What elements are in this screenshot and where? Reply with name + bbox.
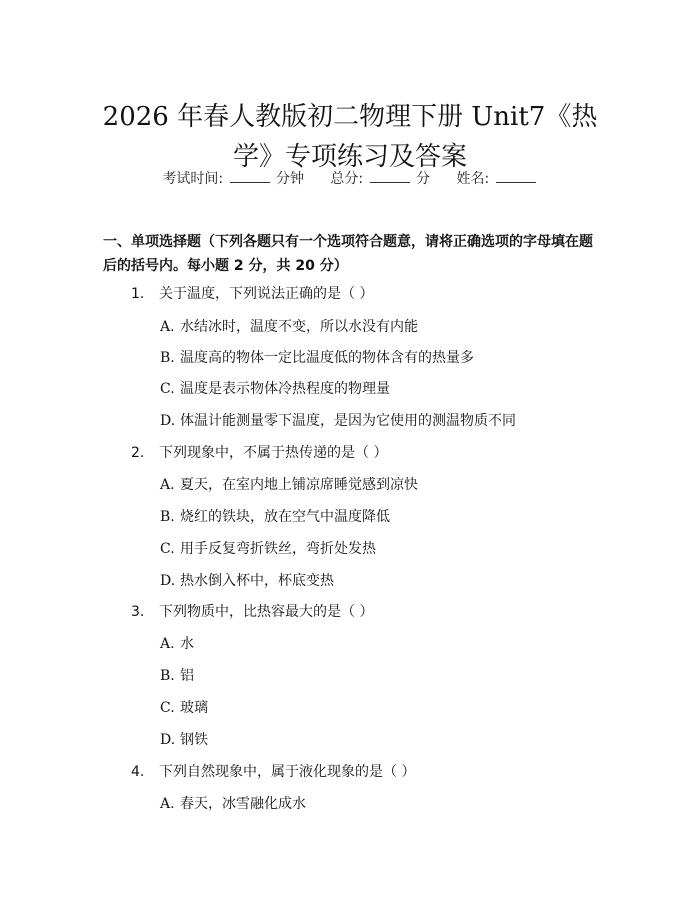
option-letter: C. bbox=[160, 700, 175, 716]
question-number: 3. bbox=[131, 604, 145, 620]
option-letter: D. bbox=[160, 732, 176, 748]
question-3-option-c bbox=[160, 697, 208, 717]
option-letter: D. bbox=[160, 413, 176, 429]
question-text: 关于温度，下列说法正确的是（ ） bbox=[159, 286, 374, 302]
question-2 bbox=[131, 442, 387, 462]
option-text: 热水倒入杯中，杯底变热 bbox=[180, 573, 334, 589]
option-letter: B. bbox=[160, 668, 175, 684]
page-title bbox=[90, 97, 610, 177]
total-score-label: 总分: bbox=[330, 171, 364, 187]
option-letter: C. bbox=[160, 381, 175, 397]
question-1 bbox=[131, 283, 373, 303]
question-3 bbox=[131, 601, 373, 621]
option-letter: A. bbox=[160, 636, 175, 652]
total-score-field bbox=[330, 168, 430, 188]
option-text: 夏天，在室内地上铺凉席睡觉感到凉快 bbox=[180, 477, 418, 493]
question-text: 下列现象中，不属于热传递的是（ ） bbox=[159, 445, 388, 461]
option-text: 体温计能测量零下温度，是因为它使用的测温物质不同 bbox=[180, 413, 516, 429]
option-letter: B. bbox=[160, 350, 175, 366]
option-letter: A. bbox=[160, 796, 175, 812]
question-2-option-d bbox=[160, 570, 334, 590]
option-letter: A. bbox=[160, 477, 175, 493]
exam-info-line bbox=[0, 168, 700, 188]
title-line-1: 2026 年春人教版初二物理下册 Unit7《热 bbox=[102, 102, 598, 133]
exam-time-blank bbox=[230, 170, 270, 183]
question-number: 2. bbox=[131, 445, 145, 461]
option-text: 水 bbox=[180, 636, 194, 652]
option-text: 烧红的铁块，放在空气中温度降低 bbox=[180, 509, 390, 525]
exam-time-field bbox=[162, 168, 304, 188]
option-text: 钢铁 bbox=[180, 732, 208, 748]
question-text: 下列物质中，比热容最大的是（ ） bbox=[159, 604, 374, 620]
question-1-option-b bbox=[160, 347, 474, 367]
exam-time-label: 考试时间: bbox=[162, 171, 224, 187]
name-label: 姓名: bbox=[456, 171, 490, 187]
option-letter: B. bbox=[160, 509, 175, 525]
name-field bbox=[456, 168, 537, 188]
section-1-heading: 一、单项选择题（下列各题只有一个选项符合题意，请将正确选项的字母填在题后的括号内。每小题 2 分，共 20 分） bbox=[103, 234, 593, 274]
question-2-option-b bbox=[160, 506, 390, 526]
question-2-option-c bbox=[160, 538, 376, 558]
option-letter: A. bbox=[160, 319, 175, 335]
question-number: 4. bbox=[131, 764, 145, 780]
question-4 bbox=[131, 761, 415, 781]
question-3-option-a bbox=[160, 633, 194, 653]
option-text: 温度是表示物体冷热程度的物理量 bbox=[180, 381, 390, 397]
option-letter: C. bbox=[160, 541, 175, 557]
name-blank bbox=[496, 170, 536, 183]
question-1-option-c bbox=[160, 378, 390, 398]
total-score-unit: 分 bbox=[416, 171, 431, 187]
exam-time-unit: 分钟 bbox=[275, 171, 304, 187]
title-line-2: 学》专项练习及答案 bbox=[232, 142, 467, 173]
option-text: 用手反复弯折铁丝，弯折处发热 bbox=[180, 541, 376, 557]
option-letter: D. bbox=[160, 573, 176, 589]
question-4-option-a bbox=[160, 793, 306, 813]
option-text: 春天，冰雪融化成水 bbox=[180, 796, 306, 812]
option-text: 玻璃 bbox=[180, 700, 208, 716]
question-2-option-a bbox=[160, 474, 418, 494]
question-3-option-d bbox=[160, 729, 208, 749]
question-1-option-d bbox=[160, 410, 516, 430]
option-text: 温度高的物体一定比温度低的物体含有的热量多 bbox=[180, 350, 474, 366]
question-text: 下列自然现象中，属于液化现象的是（ ） bbox=[159, 764, 416, 780]
option-text: 水结冰时，温度不变，所以水没有内能 bbox=[180, 319, 418, 335]
question-number: 1. bbox=[131, 286, 145, 302]
total-score-blank bbox=[370, 170, 410, 183]
question-3-option-b bbox=[160, 665, 194, 685]
option-text: 铝 bbox=[180, 668, 194, 684]
question-1-option-a bbox=[160, 316, 418, 336]
